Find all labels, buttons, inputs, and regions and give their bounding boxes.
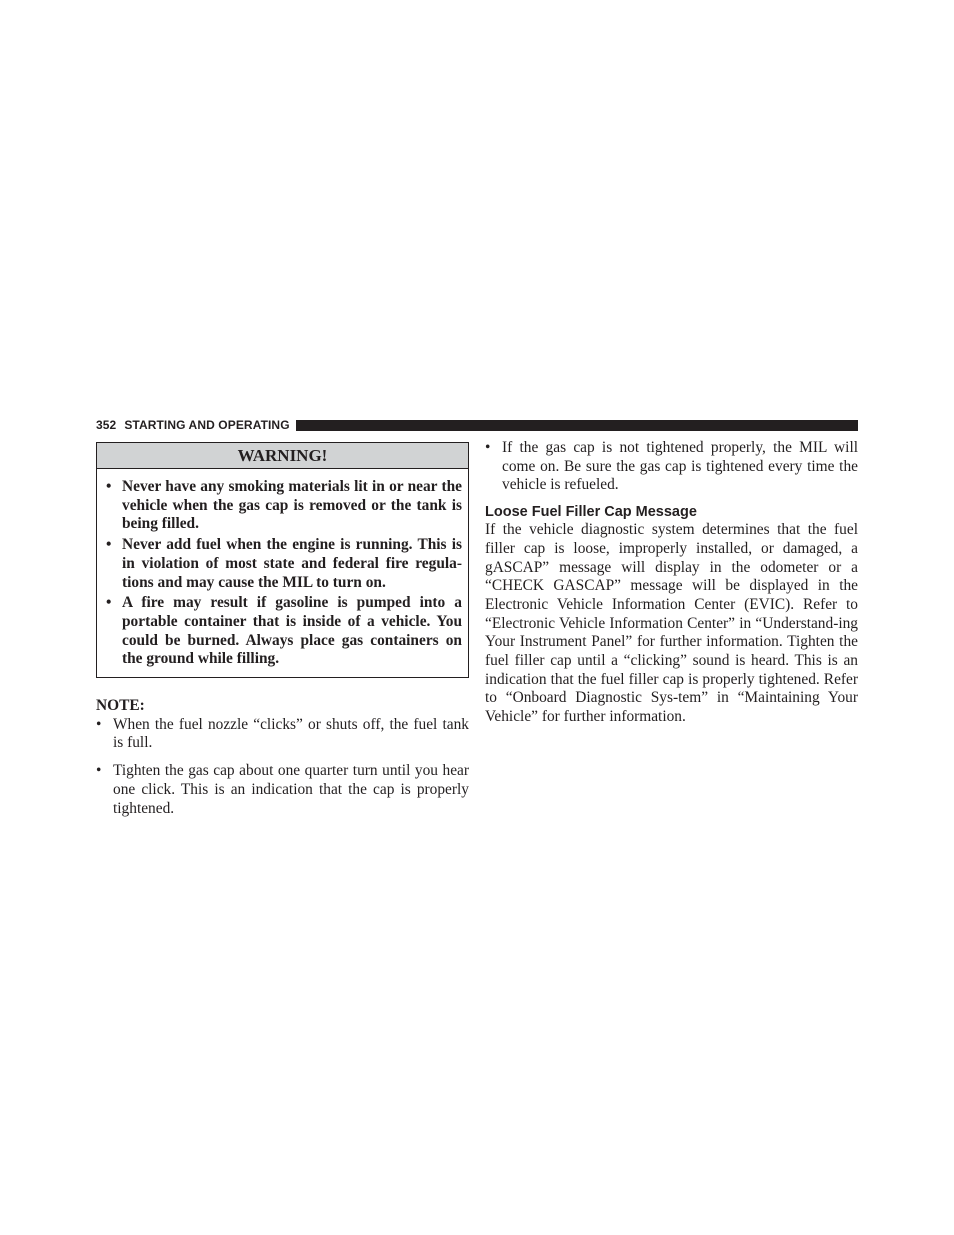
header-rule — [296, 420, 858, 431]
page-header — [96, 417, 858, 433]
bullet-icon: • — [96, 762, 102, 780]
note-item — [96, 716, 469, 753]
note-label: NOTE: — [96, 697, 145, 715]
warning-title: WARNING! — [97, 443, 468, 469]
warning-box — [96, 442, 469, 678]
right-column — [485, 439, 858, 727]
right-list-item-text: If the gas cap is not tightened properly, the MIL will come on. Be sure the gas cap is tightened every time the vehicle is refueled. — [502, 439, 858, 494]
note-item-text: When the fuel nozzle “clicks” or shuts off, the fuel tank is full. — [113, 715, 469, 752]
warning-item-text: Never add fuel when the engine is running. This is in violation of most state and federal fire regula-tions and may cause the MIL to turn on. — [122, 536, 462, 591]
note-list — [96, 716, 469, 819]
note-item-text: Tighten the gas cap about one quarter turn until you hear one click. This is an indication that the cap is properly tightened. — [113, 762, 469, 817]
section-title: STARTING AND OPERATING — [124, 418, 290, 432]
warning-item — [106, 536, 462, 592]
warning-item — [106, 594, 462, 669]
bullet-icon: • — [96, 715, 102, 733]
left-column — [96, 442, 469, 827]
page-number: 352 — [96, 418, 117, 432]
right-list-item — [485, 439, 858, 495]
body-paragraph: If the vehicle diagnostic system determines that the fuel filler cap is loose, improperly installed, or damaged, a gASCAP” message will display in the odometer or a “CHECK GASCAP” message will be displayed in the Electronic Vehicle Information Center (EVIC). Refer to “Electronic Vehicle Information Center” in “Understand-ing Your Instrument Panel” for further information. Tighten the fuel filler cap until a “clicking” sound is heard. This is an indication that the fuel filler cap is properly tightened. Refer to “Onboard Diagnostic Sys-tem” in “Maintaining Your Vehicle” for further information. — [485, 521, 858, 726]
bullet-icon: • — [106, 536, 112, 554]
warning-item-text: A fire may result if gasoline is pumped into a portable container that is inside of a vehicle. You could be burned. Always place gas containers on the ground while filling. — [122, 594, 462, 668]
right-bullet-list — [485, 439, 858, 495]
bullet-icon: • — [106, 478, 112, 495]
warning-item — [106, 478, 462, 534]
header-text — [96, 418, 290, 432]
warning-list — [97, 469, 468, 677]
section-heading: Loose Fuel Filler Cap Message — [485, 504, 697, 521]
bullet-icon: • — [106, 594, 112, 612]
warning-item-text: Never have any smoking materials lit in or near the vehicle when the gas cap is removed or the tank is being filled. — [122, 478, 462, 533]
bullet-icon: • — [485, 439, 491, 456]
note-item — [96, 762, 469, 818]
